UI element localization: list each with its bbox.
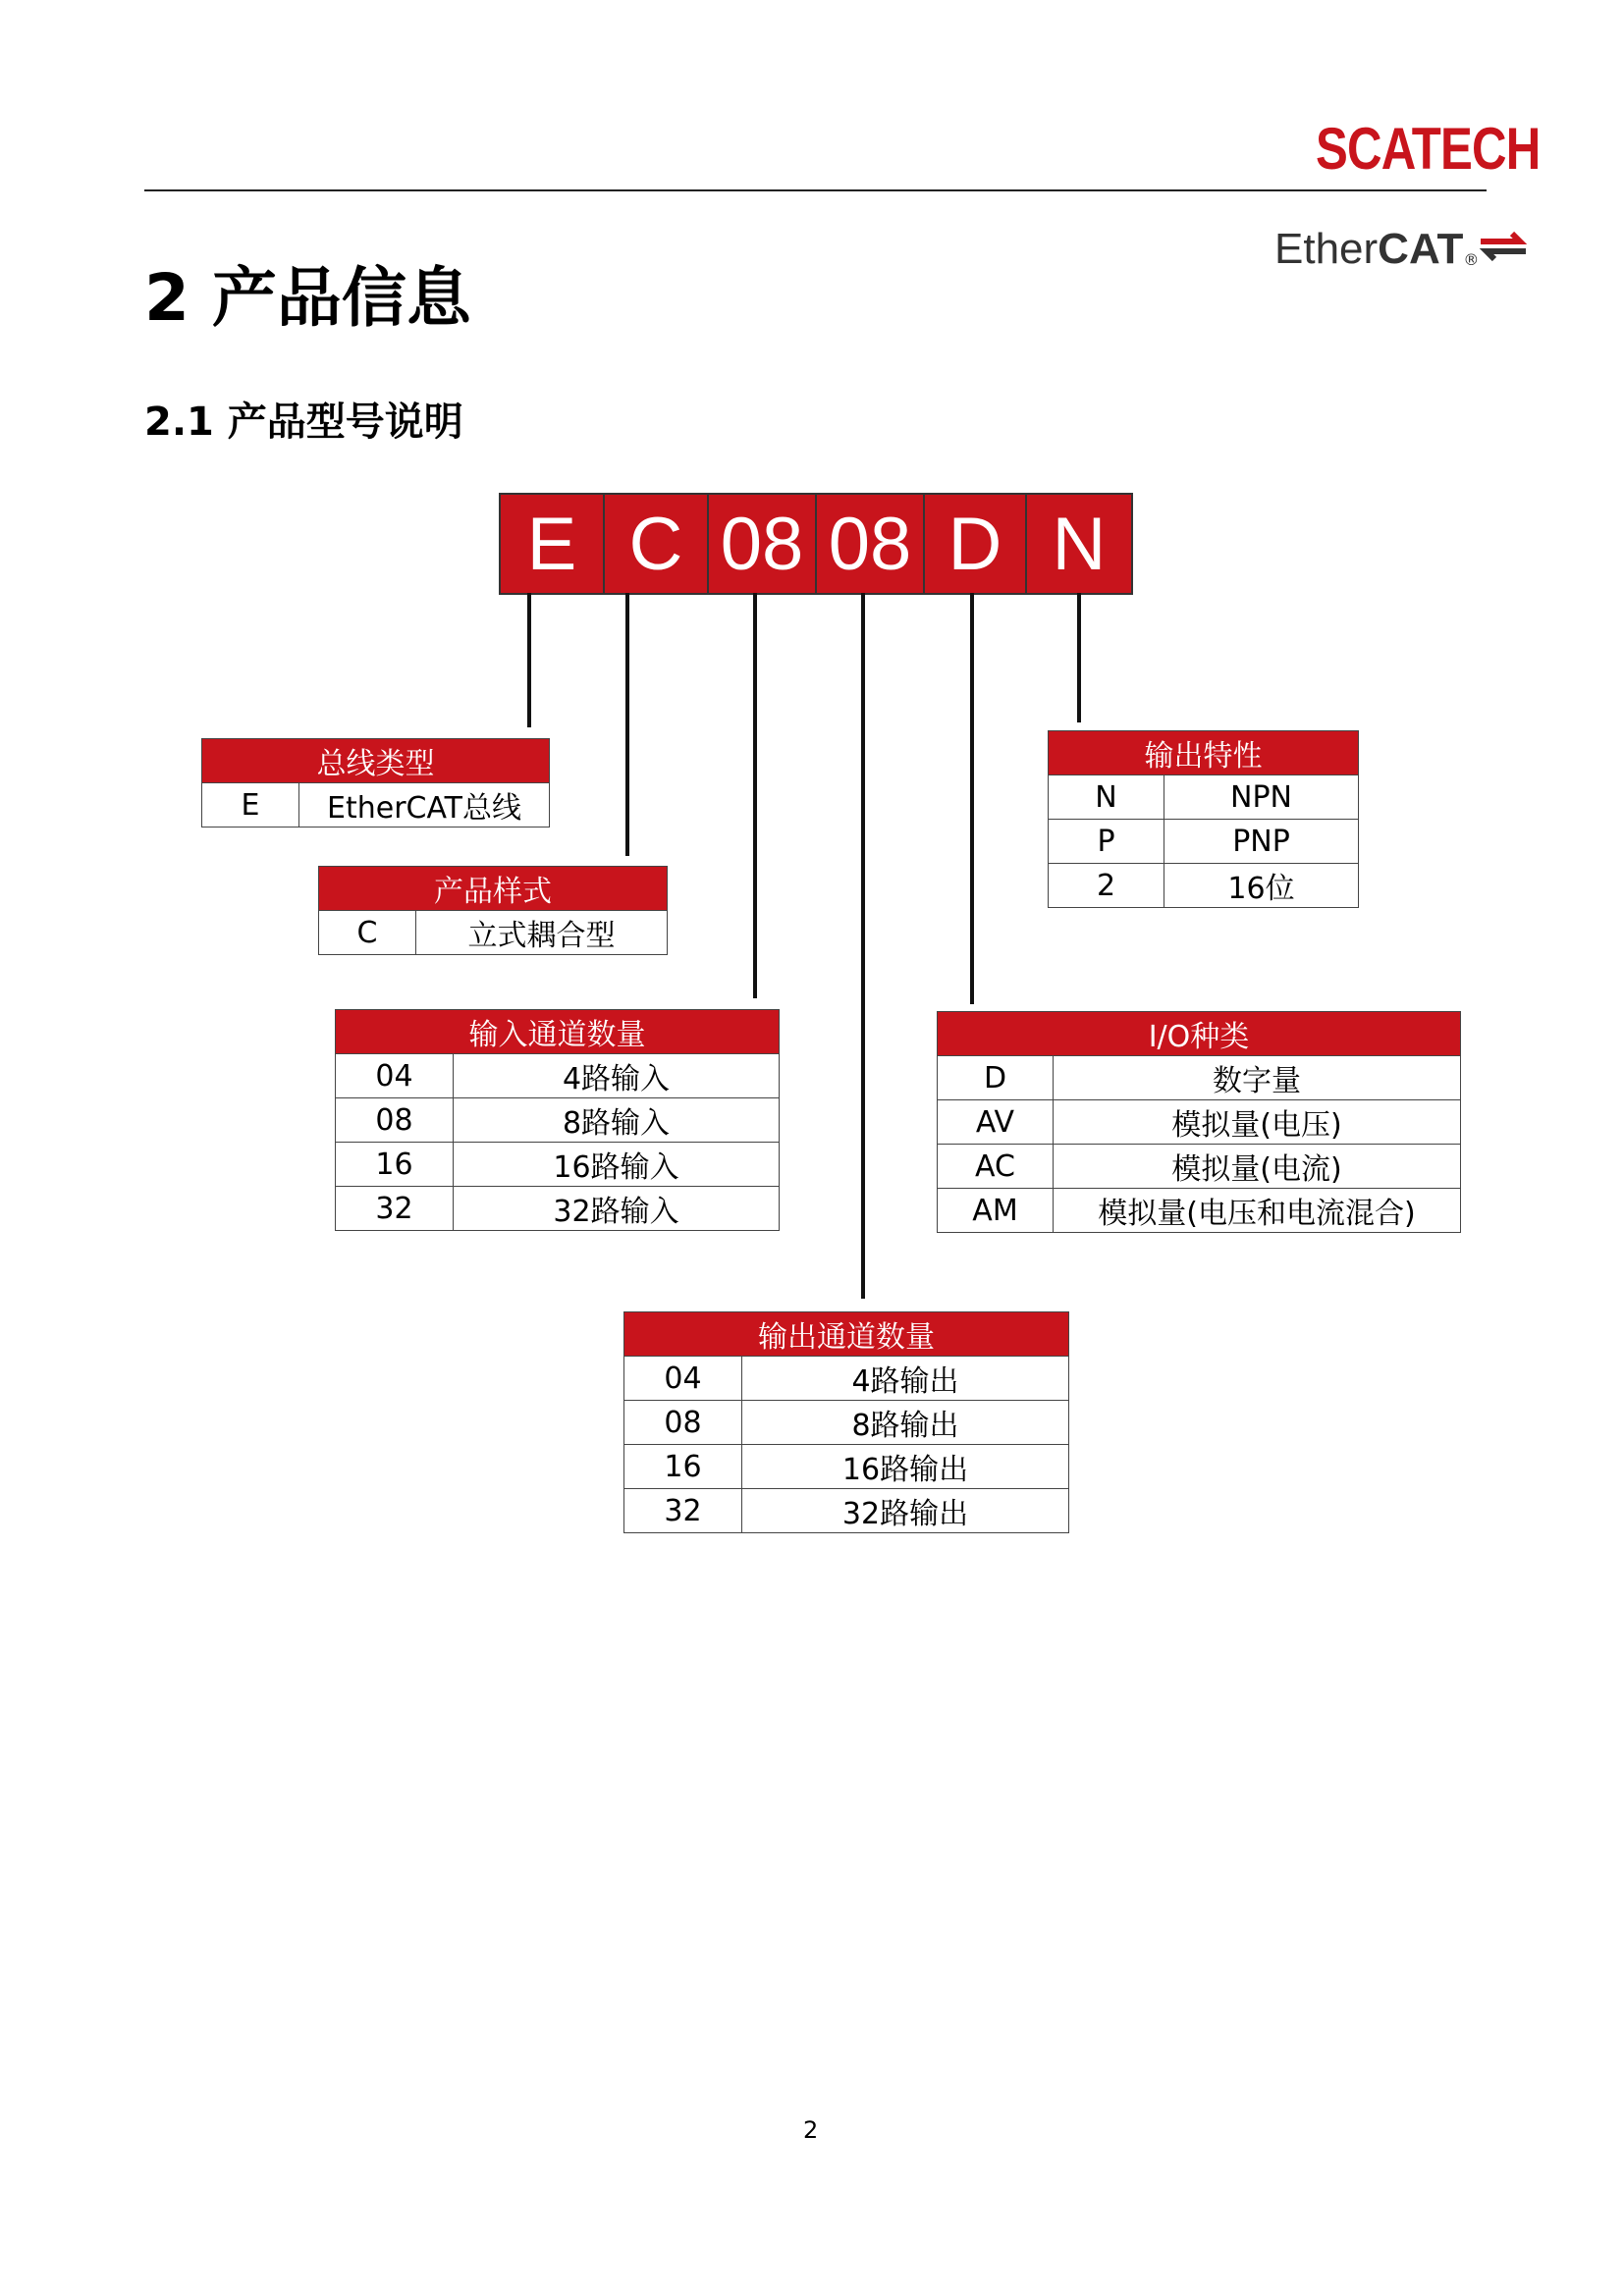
- ethercat-arrows-icon: [1471, 228, 1532, 271]
- code-cell: 16: [624, 1445, 742, 1489]
- table-row: [1049, 820, 1359, 864]
- output-channels-table: [623, 1311, 1069, 1533]
- table-row: [336, 1143, 780, 1187]
- connector-line-output: [861, 593, 865, 1299]
- code-cell: P: [1049, 820, 1164, 864]
- desc-cell: 8路输出: [742, 1401, 1069, 1445]
- desc-cell: PNP: [1164, 820, 1359, 864]
- table-title: 产品样式: [319, 867, 668, 911]
- code-cell: 2: [1049, 864, 1164, 908]
- table-title: 输入通道数量: [336, 1010, 780, 1054]
- logo-reg-mark: ®: [1463, 250, 1480, 269]
- code-cell: 08: [624, 1401, 742, 1445]
- code-cell: 08: [336, 1098, 454, 1143]
- connector-line-bus: [527, 593, 531, 727]
- table-row: [336, 1098, 780, 1143]
- connector-line-output-char: [1077, 593, 1081, 722]
- desc-cell: 4路输出: [742, 1357, 1069, 1401]
- code-cell: 32: [336, 1187, 454, 1231]
- table-row: [624, 1445, 1069, 1489]
- header-rule: [144, 189, 1487, 191]
- page-number: 2: [803, 2116, 819, 2144]
- code-segment-bus: E: [501, 495, 605, 593]
- io-type-table: [937, 1011, 1461, 1233]
- code-cell: E: [202, 783, 299, 828]
- code-segment-io-type: D: [925, 495, 1027, 593]
- logo-ether-text: Ether: [1274, 225, 1379, 273]
- code-cell: 04: [336, 1054, 454, 1098]
- product-style-table: [318, 866, 668, 955]
- table-row: [624, 1357, 1069, 1401]
- desc-cell: 32路输出: [742, 1489, 1069, 1533]
- table-row: [938, 1145, 1461, 1189]
- connector-line-style: [625, 593, 629, 856]
- input-channels-table: [335, 1009, 780, 1231]
- table-row: [202, 783, 550, 828]
- bus-type-table: [201, 738, 550, 828]
- desc-cell: 16路输出: [742, 1445, 1069, 1489]
- desc-cell: 8路输入: [454, 1098, 780, 1143]
- table-row: [938, 1100, 1461, 1145]
- desc-cell: 16位: [1164, 864, 1359, 908]
- table-row: [624, 1489, 1069, 1533]
- code-cell: C: [319, 911, 416, 955]
- model-code-row: [499, 493, 1133, 595]
- table-row: [319, 911, 668, 955]
- code-segment-output-char: N: [1052, 502, 1107, 586]
- code-segment-input: 08: [709, 495, 817, 593]
- desc-cell: 立式耦合型: [416, 911, 668, 955]
- desc-cell: 数字量: [1054, 1056, 1461, 1100]
- table-row: [624, 1401, 1069, 1445]
- table-title: I/O种类: [938, 1012, 1461, 1056]
- table-row: [938, 1056, 1461, 1100]
- table-row: [938, 1189, 1461, 1233]
- code-cell: 04: [624, 1357, 742, 1401]
- table-title: 输出通道数量: [624, 1312, 1069, 1357]
- desc-cell: EtherCAT总线: [299, 783, 550, 828]
- code-cell: 16: [336, 1143, 454, 1187]
- desc-cell: NPN: [1164, 775, 1359, 820]
- logo-cat-text: CAT: [1378, 225, 1464, 273]
- code-cell: 32: [624, 1489, 742, 1533]
- code-cell: AV: [938, 1100, 1054, 1145]
- connector-line-input: [753, 593, 757, 998]
- desc-cell: 模拟量(电压和电流混合): [1054, 1189, 1461, 1233]
- table-row: [336, 1187, 780, 1231]
- desc-cell: 16路输入: [454, 1143, 780, 1187]
- section-title: 2.1 产品型号说明: [144, 400, 463, 445]
- code-cell: N: [1049, 775, 1164, 820]
- code-cell: AC: [938, 1145, 1054, 1189]
- table-row: [336, 1054, 780, 1098]
- ethercat-logo: [1274, 220, 1532, 279]
- code-segment-style: C: [605, 495, 709, 593]
- page-title: 2 产品信息: [144, 260, 471, 336]
- brand-logo: SCATECH: [1316, 116, 1541, 182]
- code-cell: D: [938, 1056, 1054, 1100]
- table-title: 总线类型: [202, 739, 550, 783]
- table-title: 输出特性: [1049, 731, 1359, 775]
- connector-line-io-type: [970, 593, 974, 1004]
- desc-cell: 32路输入: [454, 1187, 780, 1231]
- table-row: [1049, 775, 1359, 820]
- code-cell: AM: [938, 1189, 1054, 1233]
- desc-cell: 4路输入: [454, 1054, 780, 1098]
- desc-cell: 模拟量(电流): [1054, 1145, 1461, 1189]
- output-characteristic-table: [1048, 730, 1359, 908]
- code-segment-output: 08: [817, 495, 925, 593]
- desc-cell: 模拟量(电压): [1054, 1100, 1461, 1145]
- table-row: [1049, 864, 1359, 908]
